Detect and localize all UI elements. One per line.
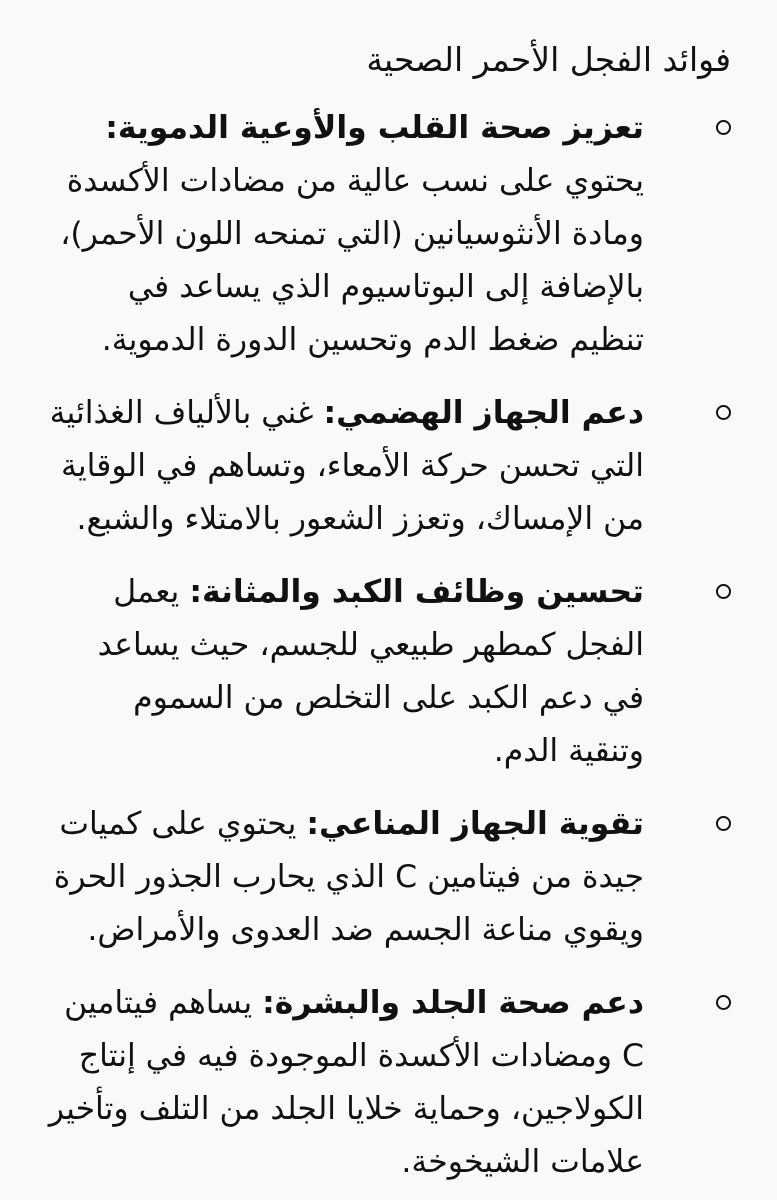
list-item	[48, 977, 731, 1189]
item-text: غني بالألياف الغذائية التي تحسن حركة الأمعاء، وتساهم في الوقاية من الإمساك، وتعزز الشعور بالامتلاء والشبع.	[49, 395, 644, 537]
item-text: يساهم فيتامين C ومضادات الأكسدة الموجودة فيه في إنتاج الكولاجين، وحماية خلايا الجلد من التلف وتأخير علامات الشيخوخة.	[48, 985, 644, 1180]
hollow-circle-bullet-icon	[716, 995, 731, 1010]
list-item	[48, 387, 731, 546]
item-heading: تحسين وظائف الكبد والمثانة:	[189, 574, 644, 610]
item-heading: دعم الجهاز الهضمي:	[323, 395, 644, 431]
hollow-circle-bullet-icon	[716, 584, 731, 599]
item-text: يحتوي على نسب عالية من مضادات الأكسدة ومادة الأنثوسيانين (التي تمنحه اللون الأحمر)، بالإضافة إلى البوتاسيوم الذي يساعد في تنظيم ضغط الدم وتحسين الدورة الدموية.	[60, 163, 644, 358]
list-item	[48, 798, 731, 957]
hollow-circle-bullet-icon	[716, 120, 731, 135]
document-title: فوائد الفجل الأحمر الصحية	[366, 40, 731, 79]
list-item	[48, 566, 731, 778]
list-item	[48, 102, 731, 367]
hollow-circle-bullet-icon	[716, 816, 731, 831]
hollow-circle-bullet-icon	[716, 405, 731, 420]
item-heading: تعزيز صحة القلب والأوعية الدموية:	[105, 110, 644, 146]
benefits-list	[48, 102, 731, 1189]
item-text: يعمل الفجل كمطهر طبيعي للجسم، حيث يساعد في دعم الكبد على التخلص من السموم وتنقية الدم.	[97, 574, 644, 769]
item-heading: تقوية الجهاز المناعي:	[306, 806, 644, 842]
item-text: يحتوي على كميات جيدة من فيتامين C الذي يحارب الجذور الحرة ويقوي مناعة الجسم ضد العدوى والأمراض.	[53, 806, 644, 948]
item-heading: دعم صحة الجلد والبشرة:	[262, 985, 644, 1021]
